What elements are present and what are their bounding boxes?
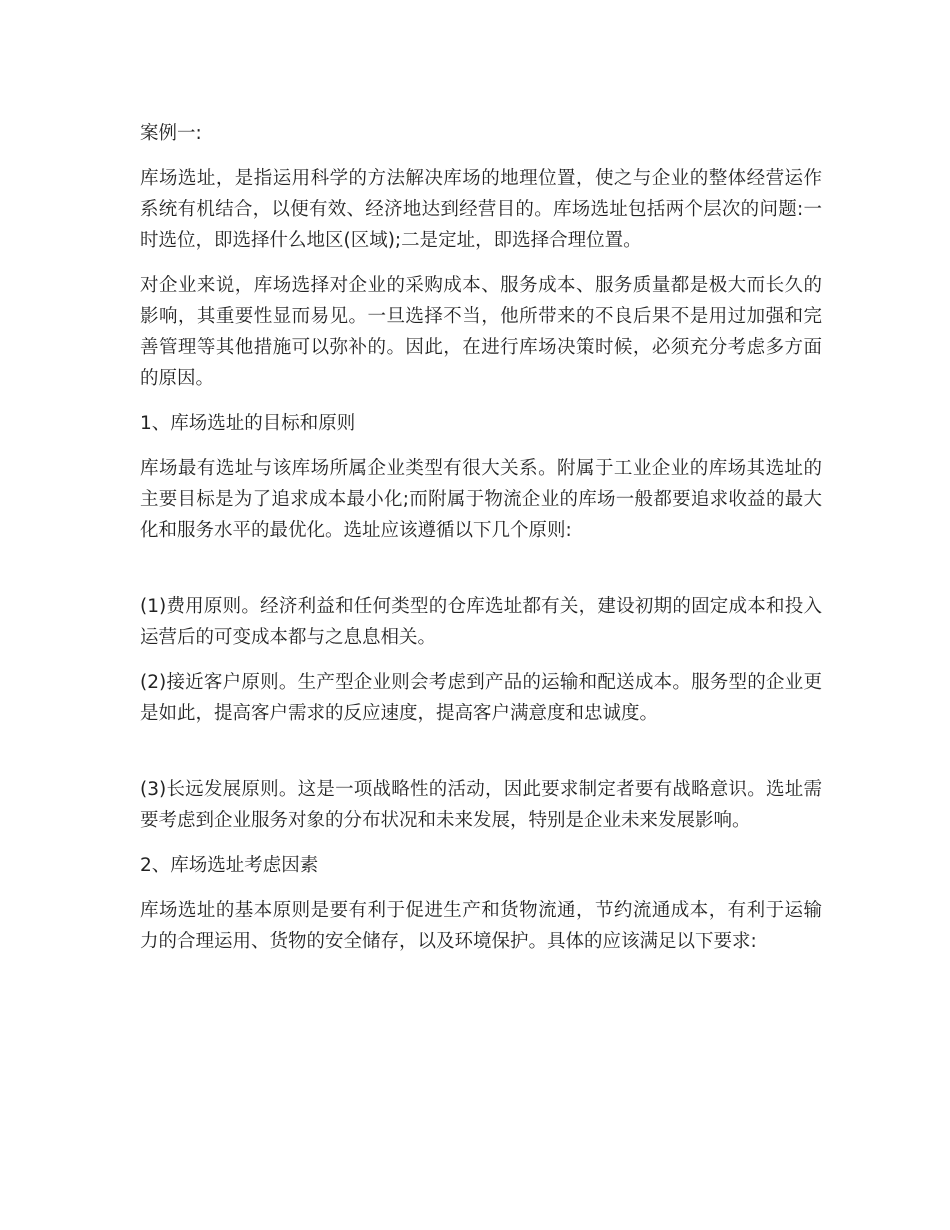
principle-cost: (1)费用原则。经济利益和任何类型的仓库选址都有关，建设初期的固定成本和投入运营后的可变成本都与之息息相关。 <box>140 596 822 648</box>
importance-paragraph: 对企业来说，库场选择对企业的采购成本、服务成本、服务质量都是极大而长久的影响，其重要性显而易见。一旦选择不当，他所带来的不良后果不是用过加强和完善管理等其他措施可以弥补的。因此，在进行库场决策时候，必须充分考虑多方面的原因。 <box>140 275 822 389</box>
principle-near-customer: (2)接近客户原则。生产型企业则会考虑到产品的运输和配送成本。服务型的企业更是如此，提高客户需求的反应速度，提高客户满意度和忠诚度。 <box>140 672 822 724</box>
section-title-factors: 2、库场选址考虑因素 <box>140 855 319 876</box>
goals-paragraph: 库场最有选址与该库场所属企业类型有很大关系。附属于工业企业的库场其选址的主要目标是为了追求成本最小化;而附属于物流企业的库场一般都要追求收益的最大化和服务水平的最优化。选址应该遵循以下几个原则: <box>140 458 822 541</box>
section-title-goals-principles: 1、库场选址的目标和原则 <box>140 413 356 434</box>
case-heading: 案例一: <box>140 123 202 144</box>
principle-long-term: (3)长远发展原则。这是一项战略性的活动，因此要求制定者要有战略意识。选址需要考虑到企业服务对象的分布状况和未来发展，特别是企业未来发展影响。 <box>140 779 822 831</box>
factors-paragraph: 库场选址的基本原则是要有利于促进生产和货物流通，节约流通成本，有利于运输力的合理运用、货物的安全储存，以及环境保护。具体的应该满足以下要求: <box>140 900 822 952</box>
document-body <box>140 118 822 971</box>
intro-paragraph: 库场选址，是指运用科学的方法解决库场的地理位置，使之与企业的整体经营运作系统有机结合，以便有效、经济地达到经营目的。库场选址包括两个层次的问题:一时选位，即选择什么地区(区域);二是定址，即选择合理位置。 <box>140 168 822 251</box>
